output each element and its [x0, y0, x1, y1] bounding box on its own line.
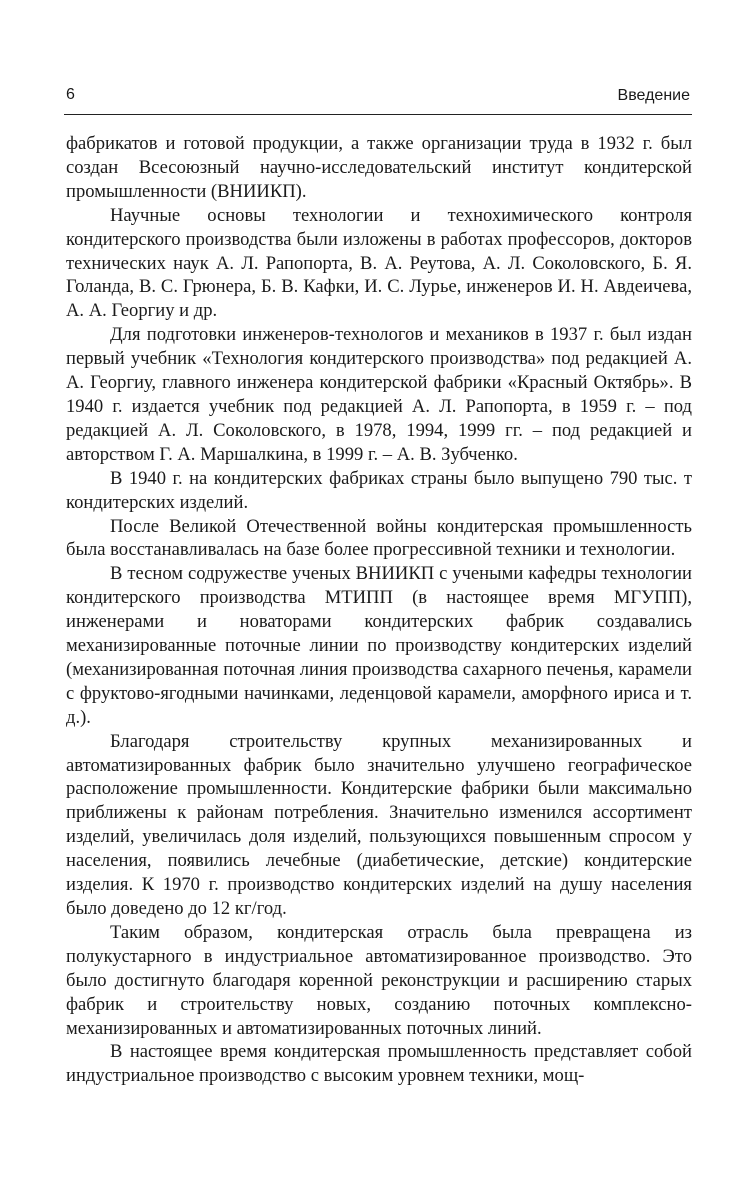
- paragraph: Научные основы технологии и технохимического контроля кондитерского производства были изложены в работах профессоров, докторов технических наук А. Л. Рапопорта, В. А. Реутова, А. Л. Соколовского, Б. Я. Голанда, В. С. Грюнера, Б. В. Кафки, И. С. Лурье, инженеров И. Н. Авдеичева, А. А. Георгиу и др.: [66, 204, 692, 322]
- running-header: [64, 84, 692, 115]
- paragraph: В 1940 г. на кондитерских фабриках страны было выпущено 790 тыс. т кондитерских изделий.: [66, 467, 692, 513]
- paragraph: Для подготовки инженеров-технологов и механиков в 1937 г. был издан первый учебник «Технология кондитерского производства» под редакцией А. А. Георгиу, главного инженера кондитерской фабрики «Красный Октябрь». В 1940 г. издается учебник под редакцией А. Л. Рапопорта, в 1959 г. – под редакцией А. Л. Соколовского, в 1978, 1994, 1999 гг. – под редакцией и авторством Г. А. Маршалкина, в 1999 г. – А. В. Зубченко.: [66, 324, 692, 465]
- page-number: 6: [66, 86, 75, 103]
- body-text: [66, 132, 692, 1088]
- paragraph: После Великой Отечественной войны кондитерская промышленность была восстанавливалась на базе более прогрессивной техники и технологии.: [66, 515, 692, 561]
- paragraph: фабрикатов и готовой продукции, а также организации труда в 1932 г. был создан Всесоюзный научно-исследовательский институт кондитерской промышленности (ВНИИКП).: [66, 133, 692, 202]
- paragraph: В тесном содружестве ученых ВНИИКП с учеными кафедры технологии кондитерского производства МТИПП (в настоящее время МГУПП), инженерами и новаторами кондитерских фабрик создавались механизированные поточные линии по производству кондитерских изделий (механизированная поточная линия производства сахарного печенья, карамели с фруктово-ягодными начинками, леденцовой карамели, аморфного ириса и т. д.).: [66, 563, 692, 728]
- paragraph: Таким образом, кондитерская отрасль была превращена из полукустарного в индустриальное автоматизированное производство. Это было достигнуто благодаря коренной реконструкции и расширению старых фабрик и строительству новых, созданию поточных комплексно-механизированных и автоматизированных поточных линий.: [66, 921, 692, 1039]
- paragraph: Благодаря строительству крупных механизированных и автоматизированных фабрик было значительно улучшено географическое расположение промышленности. Кондитерские фабрики были максимально приближены к районам потребления. Значительно изменился ассортимент изделий, увеличилась доля изделий, пользующихся повышенным спросом у населения, появились лечебные (диабетические, детские) кондитерские изделия. К 1970 г. производство кондитерских изделий на душу населения было доведено до 12 кг/год.: [66, 730, 692, 919]
- paragraph: В настоящее время кондитерская промышленность представляет собой индустриальное производство с высоким уровнем техники, мощ-: [66, 1041, 692, 1087]
- section-title: Введение: [617, 87, 690, 104]
